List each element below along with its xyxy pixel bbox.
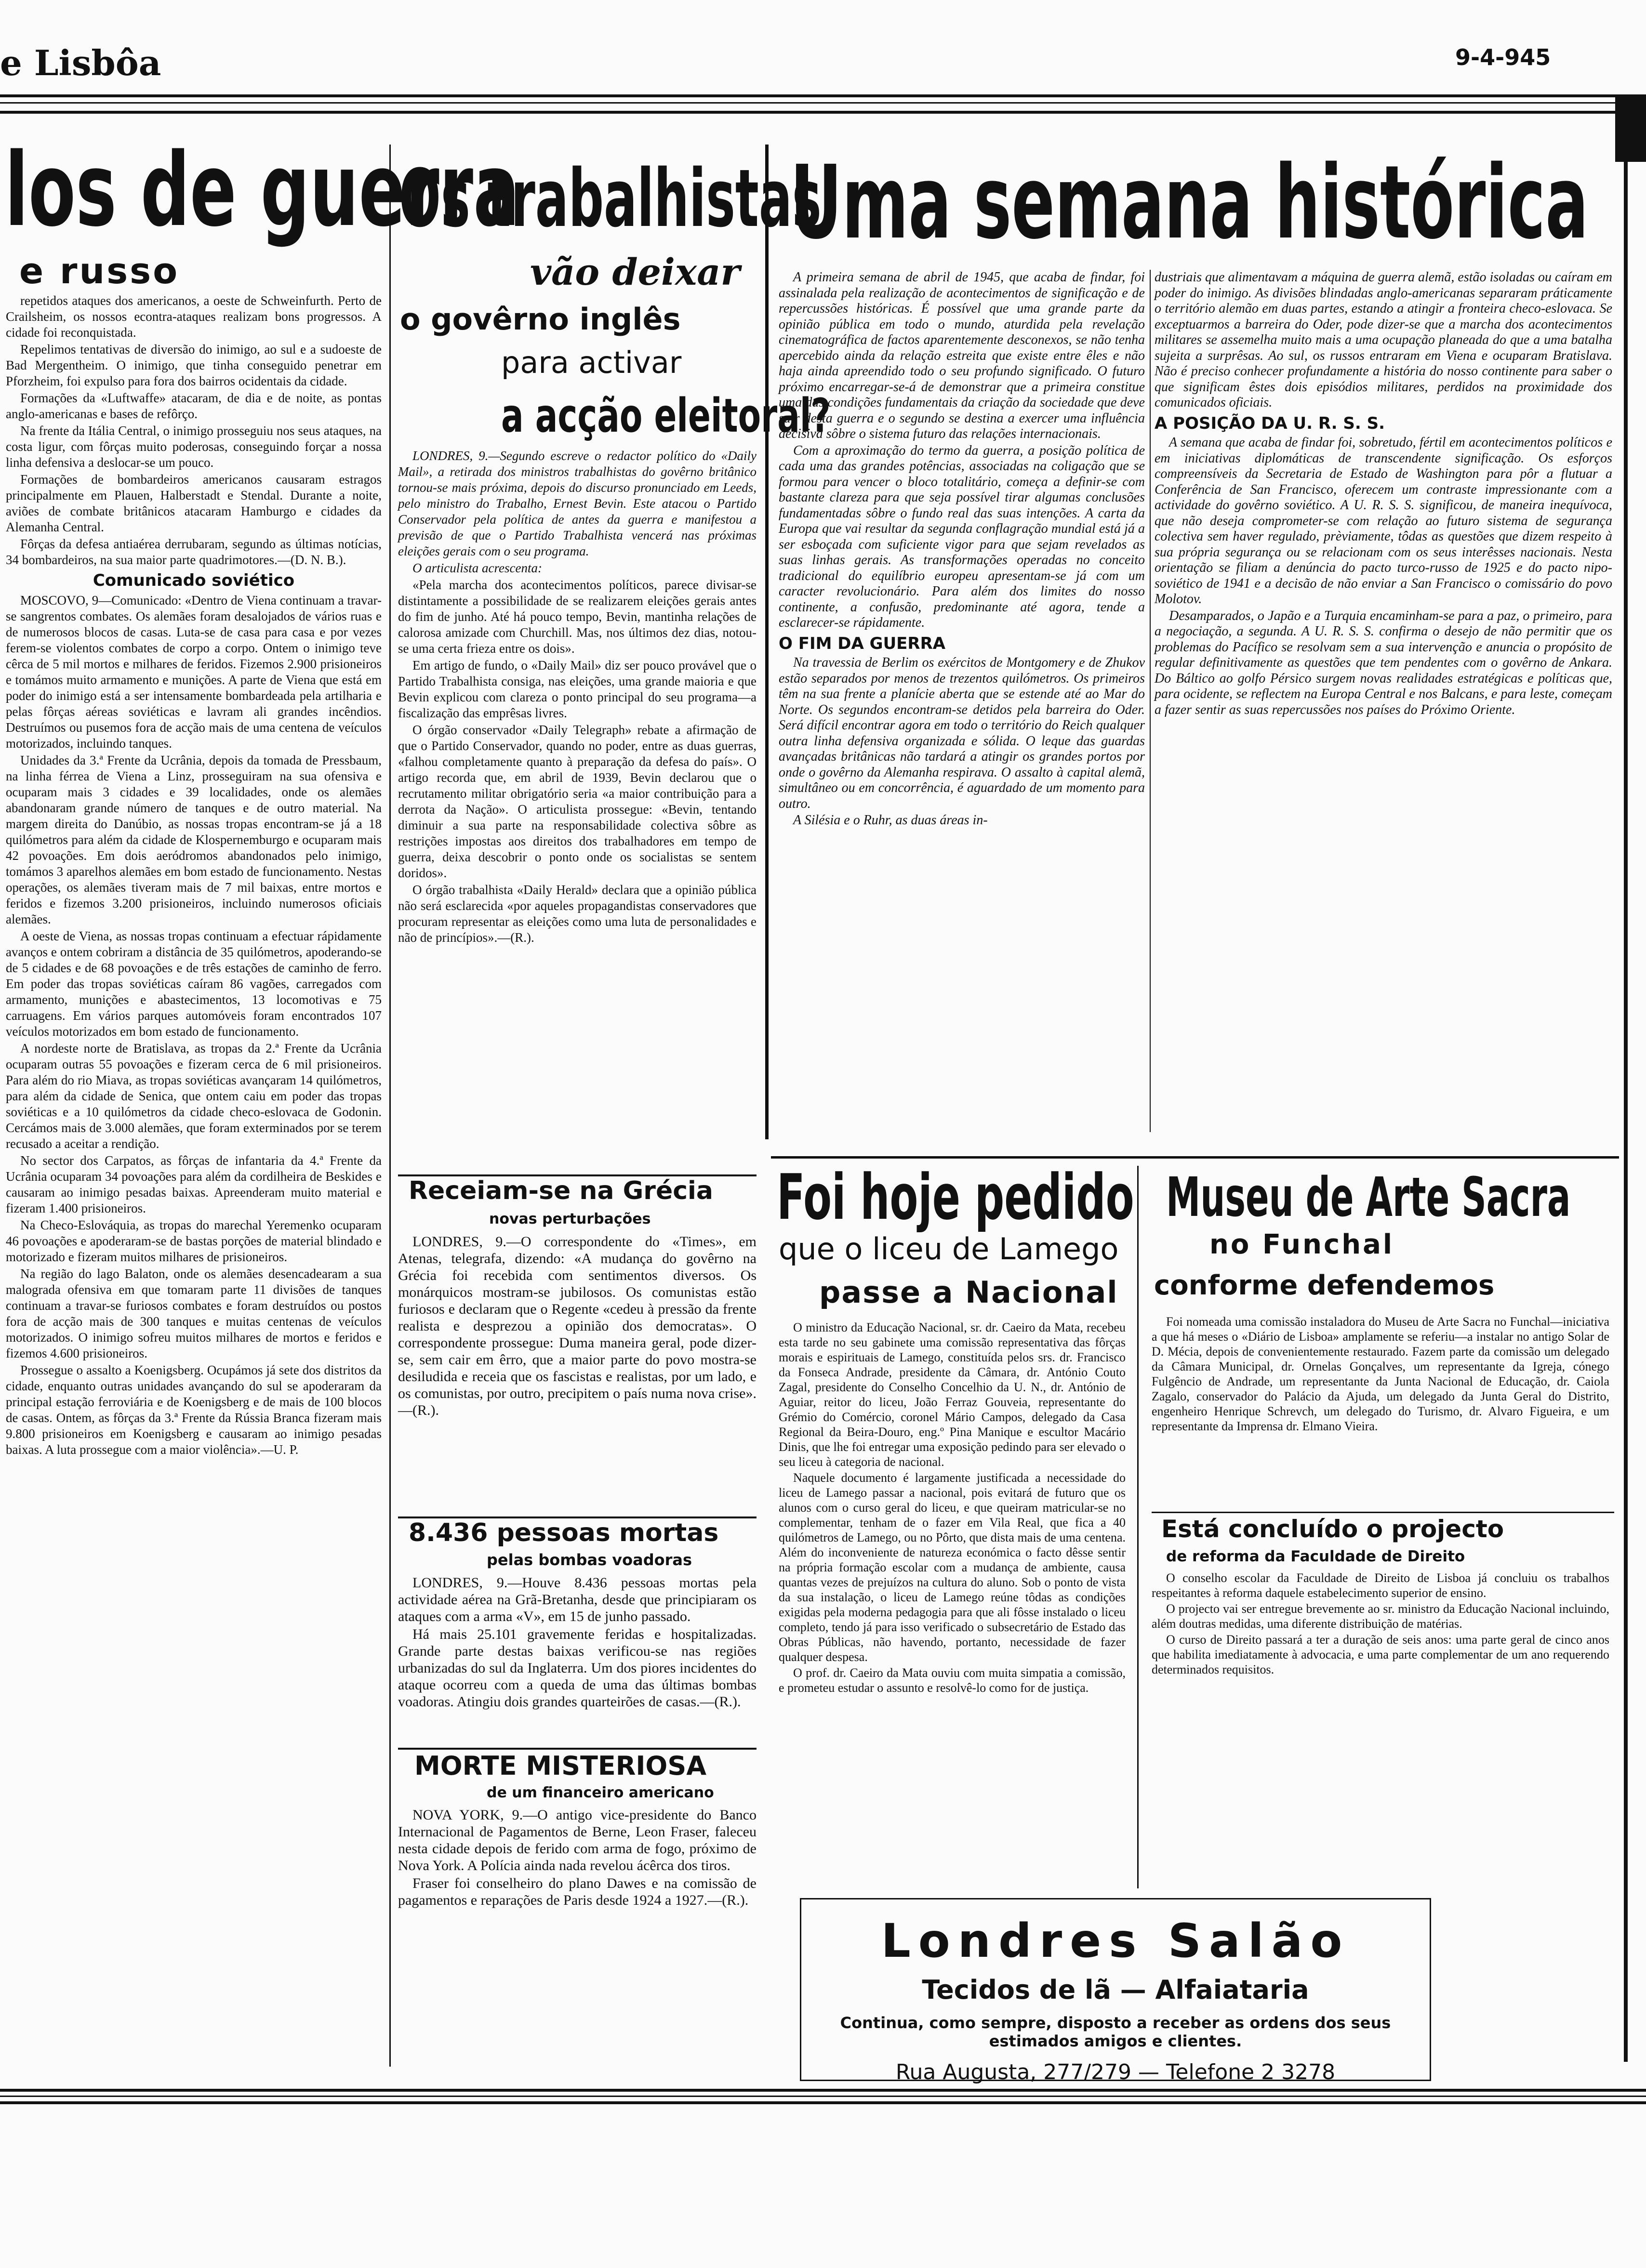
trabalhistas-para: Em artigo de fundo, o «Daily Mail» diz ser pouco provável que o Partido Trabalhista consiga, nas eleições, uma grande maioria e que Bevin explicou com clareza o ponto principal do seu programa—a fiscalização das emprêsas livres. <box>398 658 757 720</box>
ad-tagline: Tecidos de lã — Alfaiataria <box>922 1975 1309 2005</box>
trabalhistas-sub4: a acção eleitoral? <box>501 389 831 443</box>
semana-para: Desamparados, o Japão e a Turquia encaminham-se para a paz, o primeiro, para a negociação, a segunda. A U. R. S. S. confirma o desejo de não permitir que os problemas do Pacífico se resolvam sem a sua intervenção e anuncia o propósito de regular definitivamente as questões que tem pendentes com o govêrno de Ankara. Do Báltico ao golfo Pérsico surgem novas realidades estratégicas e políticas que, para ocidente, se reflectem na Europa Central e nos Balcans, e para leste, começam a fazer sentir as suas repercussões nos países do Próximo Oriente. <box>1155 608 1612 717</box>
col1-section-title: Comunicado soviético <box>93 571 295 590</box>
right-edge-rule <box>1624 159 1628 2062</box>
article-divider <box>398 1748 757 1750</box>
grecia-text: LONDRES, 9.—O correspondente do «Times», em Atenas, telegrafa, dizendo: «A mudança do govêrno na Grécia foi recebida com sentimentos diversos. Os monárquicos mostram-se jubilosos. Os comunistas estão furiosos e declaram que o Regente «cedeu à pressão da frente realista e desprezou a opinião dos democratas». O correspondente prossegue: Duma maneira geral, pode dizer-se, sem cair em êrro, que a maior parte do povo mostra-se desiludida e receia que os fascistas e realistas, por um lado, e os comunistas, por outro, precipitem o país numa nova crise».—(R.). <box>398 1234 757 1418</box>
semana-inner-rule <box>1150 270 1151 1132</box>
morte-subhead: de um financeiro americano <box>487 1784 714 1801</box>
grecia-subhead: novas perturbações <box>489 1211 651 1227</box>
lamego-para: O prof. dr. Caeiro da Mata ouviu com muita simpatia a comissão, e prometeu estudar o assunto e resolvê-lo como for de justiça. <box>779 1666 1126 1695</box>
col1-para: Na frente da Itália Central, o inimigo prosseguiu nos seus ataques, na costa ligur, com fôrças muito poderosas, conseguindo forçar a nossa linha defensiva a deslocar-se um pouco. <box>6 423 382 470</box>
museu-headline: Museu de Arte Sacra <box>1166 1166 1571 1229</box>
semana-para: A Silésia e o Ruhr, as duas áreas in- <box>793 813 988 828</box>
morte-article <box>398 1806 757 1910</box>
mortos-text: Há mais 25.101 gravemente feridas e hospitalizadas. Grande parte destas baixas verificou-se nas regiões urbanizadas do sul da Inglaterra. Um dos piores incidentes do ataque ocorreu com a queda de uma das últimas bombas voadoras. Atingiu dois grandes quarteirões de casas.—(R.). <box>398 1626 757 1710</box>
semana-left-column <box>779 270 1145 830</box>
col1-para: Fôrças da defesa antiaérea derrubaram, segundo as últimas notícias, 34 bombardeiros, na sua maior parte quadrimotores.—(D. N. B.). <box>6 537 382 567</box>
trabalhistas-lead: LONDRES, 9.—Segundo escreve o redactor político do «Daily Mail», a retirada dos ministros trabalhistas do govêrno britânico tornou-se mais próxima, depois do discurso pronunciado em Leeds, pelo ministro do Trabalho, Ernest Bevin. Este atacou o Partido Conservador pela política de antes da guerra e manifestou a previsão de que o Partido Trabalhista vencerá nas próximas eleições gerais com o seu programa. <box>398 448 757 558</box>
semana-para: dustriais que alimentavam a máquina de guerra alemã, estão isoladas ou caíram em poder do inimigo. As divisões blindadas anglo-americanas separaram práticamente o território alemão em duas partes, estando a atingir a fronteira checo-eslovaca. Se exceptuarmos a barreira do Oder, pode dizer-se que a marcha dos acontecimentos militares se assemelha muito mais a uma ocupação planeada do que a uma batalha sujeita a surprêsas. Ao sul, os russos entraram em Viena e ocuparam Bratislava. Não é preciso conhecer profundamente a história do nosso continente para saber o que significam êstes dois episódios militares, perdidos na proximidade dos comunicados oficiais. <box>1155 270 1612 410</box>
semana-para: A semana que acaba de findar foi, sobretudo, fértil em acontecimentos políticos e em iniciativas diplomáticas de transcendente significação. Os esforços compreensíveis da Secretaria de Estado de Washington para pôr a flutuar a Conferência de San Francisco, oferecem um contraste impressionante com a actividade do govêrno soviético. A U. R. S. S. significou, de maneira inequívoca, que não deseja comprometer-se com relação ao futuro sistema de segurança colectiva sem haver regulado, prèviamente, tôdas as questões que dizem respeito à sua própria segurança ou se relacionam com os seus interêsses nacionais. Nesta orientação se filiam a denúncia do pacto turco-russo de 1925 e do pacto nipo-soviético de 1941 e a decisão de não enviar a San Francisco o comissário do povo Molotov. <box>1155 435 1612 607</box>
header-rule-thin <box>0 102 1646 104</box>
masthead: e Lisbôa <box>0 42 161 83</box>
mortos-subhead: pelas bombas voadoras <box>487 1551 692 1569</box>
col1-para: Formações de bombardeiros americanos causaram estragos principalmente em Plauen, Halberstadt e Stendal. Durante a noite, aviões de combate britânicos atacaram Hamburgo e cidades da Alemanha Central. <box>6 472 382 534</box>
semana-headline: Uma semana histórica <box>790 144 1589 262</box>
trabalhistas-para: O órgão trabalhista «Daily Herald» declara que a opinião pública não será esclarecida «por aqueles propagandistas conservadores que procuram representar as eleições como uma luta de personalidades e não de princípios».—(R.). <box>398 883 757 945</box>
col1-para: Unidades da 3.ª Frente da Ucrânia, depois da tomada de Pressbaum, na linha férrea de Viena a Linz, prosseguiram na sua ofensiva e ocuparam mais 3 cidades e 39 localidades, onde os alemães abandonaram grande número de tanques e de outro material. Na margem direita do Danúbio, as nossas tropas encontram-se já a 18 quilómetros para além da cidade de Klospernemburgo e ocuparam mais 42 povoações. Em dois aeródromos abandonados pelo inimigo, tomámos 3 aparelhos alemães em bom estado de funcionamento. Nestas operações, os alemães tiveram mais de 7 mil baixas, entre mortos e feridos e fizemos 3.200 prisioneiros, incluindo numerosos oficiais alemães. <box>6 753 382 926</box>
col1-para: Prossegue o assalto a Koenigsberg. Ocupámos já sete dos distritos da cidade, enquanto outras unidades avançando do sul se apoderaram da principal estação ferroviária e de Koenigsberg e de mais de 100 blocos de casas. Ontem, as fôrças da 3.ª Frente da Rússia Branca fizeram mais 9.800 prisioneiros em Koenigsberg e causaram ao inimigo pesadas baixas. A luta prossegue com a maior violência».—U. P. <box>6 1363 382 1457</box>
semana-section-fim: O FIM DA GUERRA <box>779 633 946 653</box>
lamego-article <box>779 1320 1126 1696</box>
direito-headline: Está concluído o projecto <box>1161 1515 1504 1543</box>
footer-rule-thin <box>0 2096 1646 2097</box>
morte-headline: MORTE MISTERIOSA <box>414 1751 707 1781</box>
direito-para: O projecto vai ser entregue brevemente ao sr. ministro da Educação Nacional incluindo, além doutras medidas, uma diferente distribuição de matérias. <box>1152 1602 1609 1631</box>
lamego-para: O ministro da Educação Nacional, sr. dr. Caeiro da Mata, recebeu esta tarde no seu gabinete uma comissão representativa das fôrças morais e espirituais de Lamego, constituída pelos srs. dr. Francisco da Fonseca Andrade, presidente da Câmara, dr. António Couto Zagal, presidente do Conselho Concelhio da U. N., dr. António de Aguiar, reitor do liceu, João Ferraz Gouveia, representante do Grémio do Comércio, coronel Mário Campos, delegado da Casa Regional da Beira-Douro, eng.º Pina Manique e escultor Macário Dinis, que lhe foi entregar uma exposição pedindo para ser elevado o seu liceu à categoria de nacional. <box>779 1320 1126 1469</box>
direito-article <box>1152 1570 1609 1678</box>
trabalhistas-sub1: vão deixar <box>530 251 740 293</box>
col1-para: Na Checo-Eslováquia, as tropas do marechal Yeremenko ocuparam 46 povoações e apoderaram-se de bastas porções de material blindado e motorizado e fizeram muitos milhares de prisioneiros. <box>6 1218 382 1264</box>
ad-address: Rua Augusta, 277/279 — Telefone 2 3278 <box>895 2060 1336 2084</box>
museu-text: Foi nomeada uma comissão instaladora do Museu de Arte Sacra no Funchal—iniciativa a que há meses o «Diário de Lisboa» amplamente se referiu—a instalar no antigo Solar de D. Mécia, depois de convenientemente restaurado. Fazem parte da comissão um delegado da Câmara Municipal, dr. Ornelas Gonçalves, um representante da Igreja, cónego Fulgêncio de Andrade, um representante da Junta Nacional de Educação, dr. Caiola Zagalo, conservador do Palácio da Ajuda, um delegado da Junta Geral do Distrito, engenheiro Henrique Schrevch, um delegado do Turismo, dr. Alvaro Figueira, e um representante da Imprensa dr. Elmano Vieira. <box>1152 1315 1609 1433</box>
museu-sub2: conforme defendemos <box>1154 1270 1495 1301</box>
semana-para: Na travessia de Berlim os exércitos de Montgomery e de Zhukov estão separados por menos de trezentos quilómetros. Os primeiros têm na sua frente a planície aberta que se estende até ao Mar do Norte. Os segundos encontram-se detidos pela barreira do Oder. Será difícil encontrar agora em todo o território do Reich qualquer outra linha defensiva organizada e sólida. O leque das guardas avançadas britânicas não tardará a atingir os grandes portos por onde o govêrno da Alemanha respirava. O assalto à capital alemã, simultâneo ou em concorrência, é aguardado de um momento para outro. <box>779 655 1145 811</box>
semana-para: Com a aproximação do termo da guerra, a posição política de cada uma das grandes potências, associadas na coligação que se formou para vencer o bloco totalitário, começa a definir-se com bastante clareza para que seja possível tirar algumas conclusões fundamentadas sôbre o fundo real das suas intenções. A carta da Europa que vai resultar da segunda conflagração mundial está já a ser esboçada com suficiente vigor para que sejam revelados as suas linhas gerais. As transformações operadas no conceito tradicional do equilíbrio europeu apresentam-se já com um caracter revolucionário. Para além dos limites do nosso continente, a confusão, predominante até agora, tende a esclarecer-se rápidamente. <box>779 443 1145 630</box>
trabalhistas-sub3: para activar <box>501 345 682 380</box>
mortos-headline: 8.436 pessoas mortas <box>409 1518 719 1547</box>
article-divider <box>1152 1512 1614 1513</box>
footer-rule-2 <box>0 2101 1646 2104</box>
grecia-headline: Receiam-se na Grécia <box>409 1176 713 1205</box>
col1-para: A nordeste norte de Bratislava, as tropas da 2.ª Frente da Ucrânia ocuparam outras 55 povoações e fizeram cerca de 6 mil prisioneiros. Para além do rio Miava, as tropas soviéticas avançaram 14 quilómetros, para além da cidade de Senica, que ontem caiu em poder das tropas soviéticas e a 10 quilómetros da cidade checo-eslovaca de Godonin. Cercámos mais de 3.000 alemães, que foram exterminados por se terem recusado a aceitar a rendição. <box>6 1041 382 1151</box>
col1-subhead: e russo <box>19 251 180 292</box>
col1-para: repetidos ataques dos americanos, a oeste de Schweinfurth. Perto de Crailsheim, os nossos econtra-ataques realizam bons progressos. A cidade foi reconquistada. <box>6 293 382 340</box>
londres-salao-ad <box>800 1898 1431 2084</box>
col1-headline: los de guerra <box>5 131 520 249</box>
lamego-sub1: que o liceu de Lamego <box>779 1231 1119 1266</box>
col1-para: A oeste de Viena, as nossas tropas continuam a efectuar rápidamente avanços e ontem cobriram a distância de 35 quilómetros, apoderando-se de 5 cidades e de 68 povoações e de três estações de caminho de ferro. Em poder das tropas soviéticas caíram 86 vagões, carregados com armamento, munições e abastecimentos, 13 locomotivas e 75 carruagens. Em vários parques automóveis foram encontrados 107 veículos motorizados em bom estado de funcionamento. <box>6 929 382 1039</box>
header-rule <box>0 94 1646 97</box>
semana-section-urss: A POSIÇÃO DA U. R. S. S. <box>1155 413 1385 433</box>
morte-text: NOVA YORK, 9.—O antigo vice-presidente do Banco Internacional de Pagamentos de Berne, Leon Fraser, faleceu nesta cidade depois de ferido com arma de fogo, próximo de Nova York. A Polícia ainda nada revelou ácêrca dos tiros. <box>398 1807 757 1873</box>
column-rule <box>389 145 391 2067</box>
morte-text: Fraser foi conselheiro do plano Dawes e na comissão de pagamentos e reparações de Paris desde 1924 a 1927.—(R.). <box>398 1875 757 1908</box>
grecia-article <box>398 1233 757 1420</box>
col1-para: Na região do lago Balaton, onde os alemães desencadearam a sua malograda ofensiva em que tomaram parte 11 divisões de tanques continuam a travar-se furiosos combates e foram destruídos ou postos fora de acção mais de 300 tanques e muitas centenas de veículos motorizados. O inimigo sofreu muitos milhares de mortos e feridos e fizemos 4.600 prisioneiros. <box>6 1266 382 1360</box>
col1-para: Formações da «Luftwaffe» atacaram, de dia e de noite, as pontas anglo-americanas e bases de refôrço. <box>6 391 382 421</box>
ad-line2: estimados amigos e clientes. <box>989 2032 1242 2050</box>
trabalhistas-article <box>398 448 757 947</box>
page-date: 9-4-945 <box>1455 44 1551 70</box>
ad-line1: Continua, como sempre, disposto a receber as ordens dos seus <box>840 2014 1391 2032</box>
semana-right-column <box>1155 270 1612 719</box>
lamego-para: Naquele documento é largamente justificada a necessidade do liceu de Lamego passar a nacional, pois evitará de futuro que os alunos com o curso geral do liceu, e que queiram matricular-se no complementar, tenham de o fazer em Vila Real, que fica a 40 quilómetros de Lamego, ou no Pôrto, que dista mais de uma centena. Além do inconveniente de natureza económica o facto dêsse sentir na própria formação escolar com a mudança de ambiente, causa quantas vezes de prejuízos na cultura do aluno. Sob o ponto de vista da sua instalação, o liceu de Lamego reúne tôdas as condições exigidas pela moderna pedagogia para que ali fôsse instalado o liceu completo, tendo já para isso verificado o subsecretário de Estado das Obras Públicas, não havendo, portanto, necessidade de fazer qualquer despesa. <box>779 1471 1126 1664</box>
article-divider <box>771 1156 1619 1159</box>
col1-para: Repelimos tentativas de diversão do inimigo, ao sul e a sudoeste de Bad Mergentheim. O inimigo, que tinha conseguido penetrar em Pforzheim, foi expulso para fora dos bairros ocidentais da cidade. <box>6 342 382 388</box>
ad-name: Londres Salão <box>881 1914 1350 1968</box>
mortos-text: LONDRES, 9.—Houve 8.436 pessoas mortas pela actividade aérea na Grã-Bretanha, desde que principiaram os ataques com a arma «V», em 15 de junho passado. <box>398 1575 757 1624</box>
trabalhistas-para: O articulista acrescenta: <box>412 561 542 575</box>
column-rule <box>1137 1166 1139 1888</box>
direito-para: O conselho escolar da Faculdade de Direito de Lisboa já concluiu os trabalhos respeitantes à reforma daquele estabelecimento superior de ensino. <box>1152 1571 1609 1600</box>
col1-para: MOSCOVO, 9—Comunicado: «Dentro de Viena continuam a travar-se sangrentos combates. Os alemães foram desalojados de vários ruas e de numerosos blocos de casas. Luta-se de casa para casa e por vezes ferem-se violentos combates de corpo a corpo. Ontem o inimigo teve cêrca de 5 mil mortos e milhares de feridos. Fizemos 2.900 prisioneiros e tomámos muito armamento e munições. A parte de Viena que está em poder do inimigo está a ser intensamente bombardeada pela artilharia e pelas fôrças aéreas soviéticas e lavram ali grandes incêndios. Destruímos ou pusemos fora de acção mais de uma centena de veículos motorizados, incluindo tanques. <box>6 593 382 751</box>
trabalhistas-headline: Os trabalhistas <box>399 152 822 245</box>
museu-sub1: no Funchal <box>1209 1229 1394 1260</box>
semana-para: A primeira semana de abril de 1945, que acaba de findar, foi assinalada pela realização de acontecimentos de significação e de repercussões históricas. É possível que uma grande parte da opinião pública em todo o mundo, aturdida pela revelação cinematográfica de factos aparentemente desconexos, se não tenha apercebido ainda da relação estreita que existe entre êles e não haja ainda apreendido todo o seu profundo significado. O futuro próximo encarregar-se-á de demonstrar que a primeira constitue uma das condições fundamentais da criação da sociedade que deve sair desta guerra e o segundo se destina a exercer uma influência decisiva sôbre o sistema futuro das relações internacionais. <box>779 270 1145 441</box>
col1-article <box>6 293 382 1459</box>
direito-subhead: de reforma da Faculdade de Direito <box>1166 1548 1465 1565</box>
header-rule-2 <box>0 111 1646 114</box>
lamego-sub2: passe a Nacional <box>819 1275 1118 1310</box>
mortos-article <box>398 1574 757 1711</box>
col1-para: No sector dos Carpatos, as fôrças de infantaria da 4.ª Frente da Ucrânia ocuparam 34 povoações para além da cordilheira de Beskides e causaram ao inimigo pesadas baixas. Apreenderam muito material e fizeram 1.400 prisioneiros. <box>6 1153 382 1215</box>
trabalhistas-para: «Pela marcha dos acontecimentos políticos, parece divisar-se distintamente a possibilidade de se realizarem eleições gerais antes do fim de junho. Até há pouco tempo, Bevin, mantinha relações de calorosa amizade com Churchill. Mas, nos últimos dez dias, notou-se uma certa frieza entre os dois». <box>398 578 757 656</box>
trabalhistas-para: O órgão conservador «Daily Telegraph» rebate a afirmação de que o Partido Conservador, quando no poder, entre as duas guerras, «falhou completamente quanto à preparação da defesa do país». O artigo recorda que, em abril de 1939, Bevin declarou que o recrutamento militar obrigatório seria «a maior contribuição para a derrota da Nação». O articulista prossegue: «Bevin, tentando diminuir a sua parte na responsabilidade colectiva sôbre as restrições impostas aos direitos dos trabalhadores em tempo de guerra, deixa descobrir o ponto onde os socialistas se sentem doridos». <box>398 723 757 880</box>
trabalhistas-sub2: o govêrno inglês <box>400 302 681 337</box>
museu-article <box>1152 1314 1609 1435</box>
footer-rule <box>0 2089 1646 2092</box>
direito-para: O curso de Direito passará a ter a duração de seis anos: uma parte geral de cinco anos que habilita imediatamente à advocacia, e uma parte complementar de um ano requerendo determinados requisitos. <box>1152 1633 1609 1676</box>
corner-block <box>1615 94 1646 162</box>
column-rule-thick <box>765 145 769 1139</box>
lamego-headline: Foi hoje pedido <box>777 1160 1134 1234</box>
